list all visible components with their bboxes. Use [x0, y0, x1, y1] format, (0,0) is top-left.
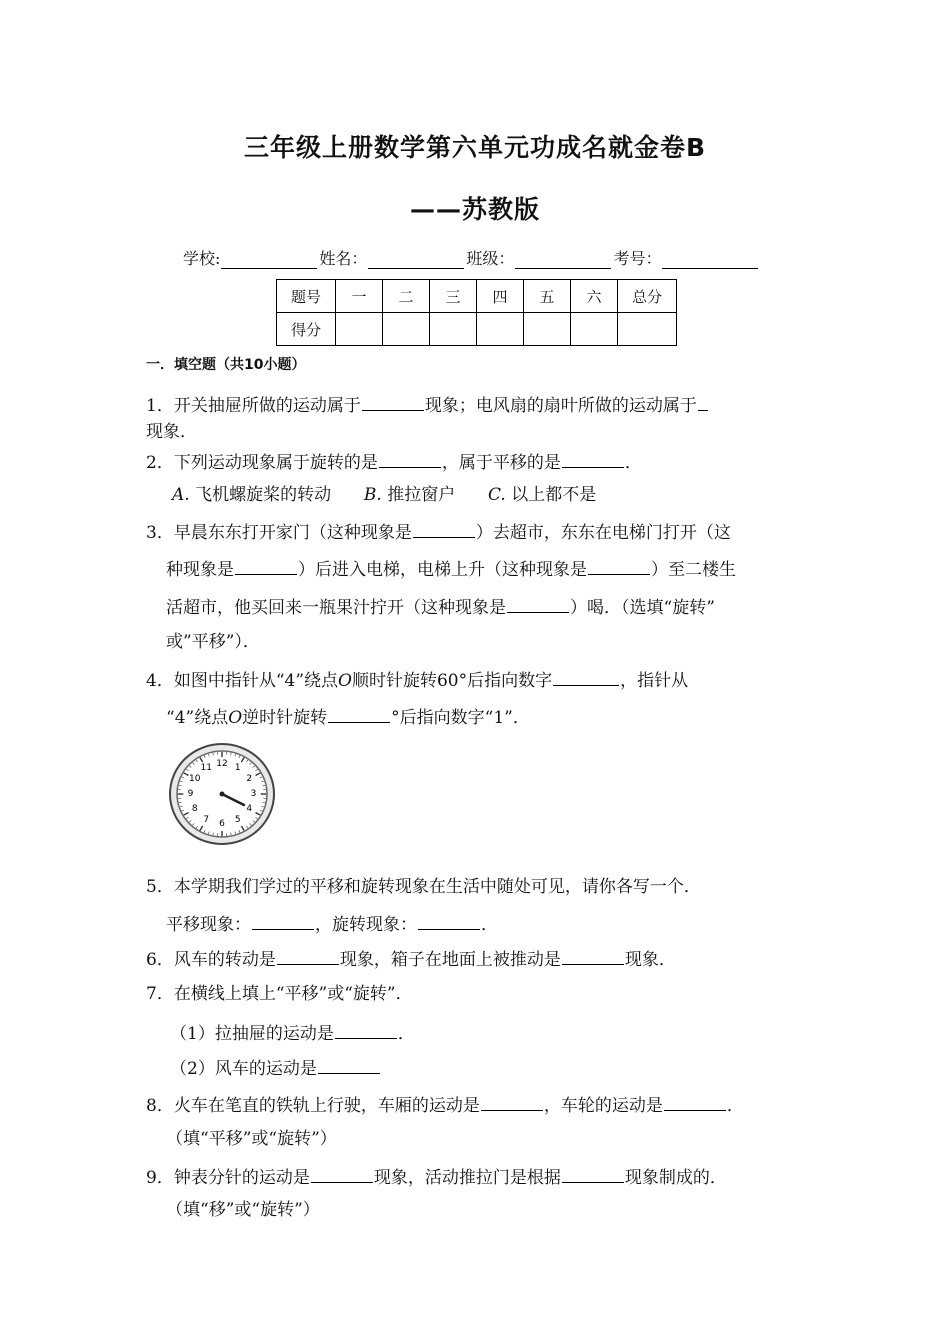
question-7-sub-1 [170, 1020, 415, 1045]
question-text: 现象． [146, 422, 197, 442]
question-2-line-1 [146, 449, 642, 474]
clock-number-5: 5 [234, 815, 241, 826]
answer-blank[interactable] [311, 1164, 373, 1183]
question-text: 逆时针旋转 [242, 708, 328, 728]
answer-blank[interactable] [362, 392, 424, 411]
option-letter: A. [172, 485, 190, 505]
question-text: °后指向数字“1”． [391, 708, 530, 728]
question-text: 9．钟表分针的运动是 [146, 1168, 310, 1188]
clock-number-1: 1 [234, 762, 241, 773]
question-text: 现象，活动推拉门是根据 [373, 1168, 561, 1188]
score-table-header-row [277, 280, 677, 313]
clock-number-4: 4 [246, 804, 253, 815]
answer-blank[interactable] [553, 667, 619, 686]
question-text: ，车轮的运动是 [543, 1096, 663, 1116]
question-8-line-2 [166, 1128, 337, 1150]
answer-blank[interactable] [413, 519, 475, 538]
question-text: ． [481, 915, 498, 935]
exam-no-label: 考号： [613, 249, 662, 268]
question-text: ）至二楼生 [651, 560, 736, 580]
option-text: 以上都不是 [511, 485, 597, 505]
question-1-line-1 [146, 392, 709, 417]
answer-blank[interactable] [418, 911, 480, 930]
question-text: 4．如图中指针从“4”绕点 [146, 671, 339, 691]
question-text: （填“移”或“旋转”） [166, 1200, 320, 1220]
question-text: （1）拉抽屉的运动是 [170, 1024, 334, 1044]
page-title: 三年级上册数学第六单元功成名就金卷B [243, 133, 707, 162]
question-text: ）喝．（选填“旋转” [570, 598, 715, 618]
answer-blank[interactable] [698, 392, 708, 411]
score-cell[interactable] [336, 313, 383, 346]
answer-blank[interactable] [562, 449, 624, 468]
question-text: ． [397, 1024, 415, 1044]
class-label: 班级： [466, 249, 515, 268]
clock-number-8: 8 [191, 804, 198, 815]
question-text: “4”绕点 [166, 708, 229, 728]
score-table-score-row [277, 313, 677, 346]
question-8-line-1 [146, 1092, 744, 1117]
question-text: 现象． [624, 950, 676, 970]
answer-blank[interactable] [335, 1020, 397, 1039]
school-label: 学校: [183, 249, 221, 268]
answer-blank[interactable] [235, 556, 297, 575]
answer-blank[interactable] [379, 449, 441, 468]
table-header-cell: 总分 [618, 280, 677, 313]
question-text: 3．早晨东东打开家门（这种现象是 [146, 523, 412, 543]
score-cell[interactable] [383, 313, 430, 346]
question-text: 活超市，他买回来一瓶果汁拧开（这种现象是 [166, 598, 506, 618]
clock-center-point [220, 792, 225, 797]
question-text: 平移现象： [166, 915, 251, 935]
question-2-options [172, 484, 596, 506]
question-3-line-3 [166, 594, 715, 619]
question-text: ，旋转现象： [315, 915, 417, 935]
answer-blank[interactable] [318, 1055, 380, 1074]
question-3-line-2 [166, 556, 736, 581]
question-4-line-2 [166, 704, 530, 729]
option-text: 飞机螺旋桨的转动 [195, 485, 332, 505]
question-3-line-4 [166, 631, 260, 653]
clock-number-10: 10 [188, 773, 201, 784]
answer-blank[interactable] [252, 911, 314, 930]
question-text: 现象；电风扇的扇叶所做的运动属于 [424, 396, 697, 416]
class-field[interactable] [515, 250, 611, 269]
score-cell[interactable] [430, 313, 477, 346]
school-field[interactable] [221, 250, 317, 269]
clock-number-6: 6 [219, 819, 225, 830]
question-text: 5．本学期我们学过的平移和旋转现象在生活中随处可见，请你各写一个． [146, 877, 701, 897]
question-6-line-1 [146, 946, 676, 971]
table-header-cell: 五 [524, 280, 571, 313]
question-text: 现象，箱子在地面上被推动是 [339, 950, 561, 970]
question-text: ． [726, 1096, 744, 1116]
clock-number-11: 11 [200, 762, 212, 773]
question-text: 8．火车在笔直的铁轨上行驶，车厢的运动是 [146, 1096, 480, 1116]
answer-blank[interactable] [588, 556, 650, 575]
score-cell[interactable] [618, 313, 677, 346]
point-label: O [338, 671, 352, 691]
question-5-line-1 [146, 876, 701, 898]
section-heading: 一．填空题（共10小题） [146, 357, 306, 373]
name-label: 姓名： [319, 249, 368, 268]
table-header-cell: 二 [383, 280, 430, 313]
question-3-line-1 [146, 519, 731, 544]
question-text: ，属于平移的是 [441, 453, 561, 473]
question-text: 2．下列运动现象属于旋转的是 [146, 453, 378, 473]
answer-blank[interactable] [664, 1092, 726, 1111]
question-text: ）后进入电梯，电梯上升（这种现象是 [298, 560, 587, 580]
score-cell[interactable] [477, 313, 524, 346]
question-4-line-1 [146, 667, 688, 692]
question-9-line-2 [166, 1199, 320, 1221]
score-cell[interactable] [571, 313, 618, 346]
option-letter: B. [363, 485, 382, 505]
option-text: 推拉窗户 [387, 485, 456, 505]
question-text: 现象制成的． [624, 1168, 727, 1188]
clock-number-2: 2 [246, 773, 253, 784]
question-text: 6．风车的转动是 [146, 950, 276, 970]
score-table [276, 279, 677, 346]
exam-no-field[interactable] [662, 250, 758, 269]
table-header-cell: 一 [336, 280, 383, 313]
question-text: 7．在横线上填上“平移”或“旋转”． [146, 984, 413, 1004]
question-text: （填“平移”或“旋转”） [166, 1129, 337, 1149]
table-header-cell: 三 [430, 280, 477, 313]
answer-blank[interactable] [562, 946, 624, 965]
student-info-row [183, 246, 760, 269]
name-field[interactable] [368, 250, 464, 269]
answer-blank[interactable] [328, 704, 390, 723]
option-letter: C. [488, 485, 506, 505]
question-5-line-2 [166, 911, 498, 936]
point-label: O [228, 708, 243, 728]
answer-blank[interactable] [562, 1164, 624, 1183]
question-text: ． [624, 453, 642, 473]
score-row-label: 得分 [277, 313, 336, 346]
clock-number-12: 12 [216, 758, 228, 769]
question-text: 种现象是 [166, 560, 234, 580]
clock-figure [168, 742, 276, 846]
question-1-line-2 [146, 421, 197, 443]
answer-blank[interactable] [507, 594, 569, 613]
question-7-line-1 [146, 983, 413, 1005]
clock-number-3: 3 [250, 789, 257, 799]
question-text: 或”平移”）． [166, 632, 260, 652]
table-header-cell: 四 [477, 280, 524, 313]
question-text: ，指针从 [620, 671, 689, 691]
clock-number-9: 9 [187, 789, 194, 799]
question-text: 1．开关抽屉所做的运动属于 [146, 396, 361, 416]
answer-blank[interactable] [481, 1092, 543, 1111]
question-7-sub-2 [170, 1055, 381, 1080]
answer-blank[interactable] [277, 946, 339, 965]
table-header-cell: 题号 [277, 280, 336, 313]
question-text: ）去超市，东东在电梯门打开（这 [475, 523, 731, 543]
question-9-line-1 [146, 1164, 727, 1189]
table-header-cell: 六 [571, 280, 618, 313]
question-text: （2）风车的运动是 [170, 1059, 317, 1079]
question-text: 顺时针旋转60°后指向数字 [351, 671, 553, 691]
score-cell[interactable] [524, 313, 571, 346]
page-subtitle: ——苏教版 [409, 195, 540, 224]
clock-number-7: 7 [203, 815, 210, 826]
